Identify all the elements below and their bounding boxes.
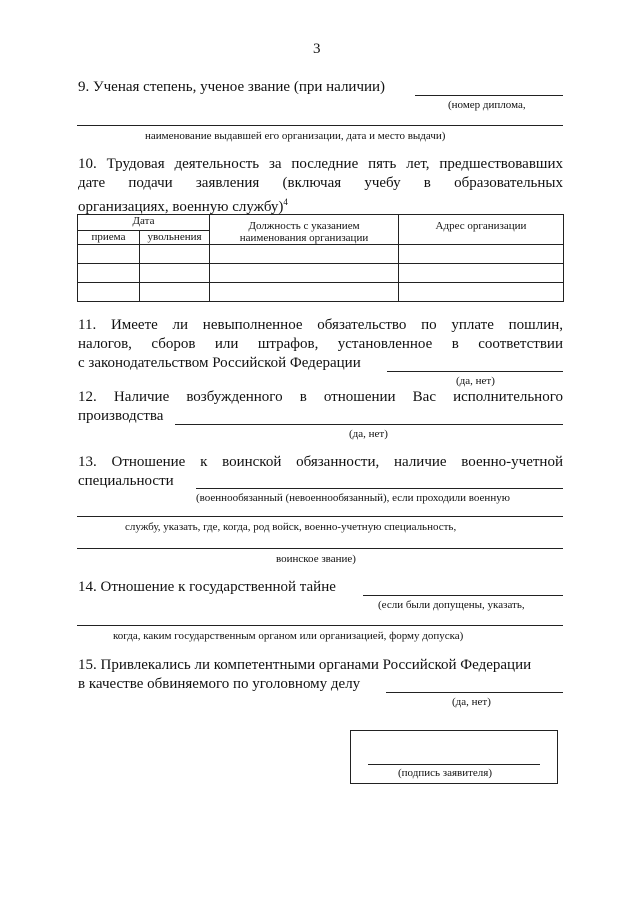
table-cell[interactable] xyxy=(140,264,210,283)
table-cell[interactable] xyxy=(210,245,399,264)
item9-label: 9. Ученая степень, ученое звание (при наличии) xyxy=(78,79,386,95)
page-number: 3 xyxy=(313,41,321,57)
item11-line3: с законодательством Российской Федерации xyxy=(78,355,361,371)
item13-line2: специальности xyxy=(78,473,174,489)
table-subheader-dismissal: увольнения xyxy=(140,231,210,245)
item15-line2: в качестве обвиняемого по уголовному делу xyxy=(78,676,361,692)
item13-line1: 13. Отношение к воинской обязанности, наличие военно-учетной xyxy=(78,454,563,470)
item12-line1: 12. Наличие возбужденного в отношении Вас исполнительного xyxy=(78,389,563,405)
item9-hint-organization: наименование выдавшей его организации, дата и место выдачи) xyxy=(145,130,446,142)
item11-hint: (да, нет) xyxy=(456,375,495,387)
signature-line[interactable] xyxy=(368,764,540,765)
item11-line1: 11. Имеете ли невыполненное обязательство по уплате пошлин, xyxy=(78,317,563,333)
table-header-position xyxy=(210,215,399,245)
item11-line2: налогов, сборов или штрафов, установленное в соответствии xyxy=(78,336,563,352)
table-row xyxy=(78,245,564,264)
item9-field-line[interactable] xyxy=(415,95,563,96)
table-cell[interactable] xyxy=(399,283,564,302)
table-header-position-line1: Должность с указанием xyxy=(248,220,360,232)
table-cell[interactable] xyxy=(78,264,140,283)
item13-hint-2: службу, указать, где, когда, род войск, военно-учетную специальность, xyxy=(125,521,457,533)
item12-line2: производства xyxy=(78,408,164,424)
table-cell[interactable] xyxy=(399,245,564,264)
item10-line3-text: организациях, военную службу) xyxy=(78,199,284,215)
item10-line2: дате подачи заявления (включая учебу в образовательных xyxy=(78,175,563,191)
item12-hint: (да, нет) xyxy=(349,428,388,440)
table-cell[interactable] xyxy=(78,283,140,302)
employment-table xyxy=(77,214,564,302)
item15-line1: 15. Привлекались ли компетентными органами Российской Федерации xyxy=(78,657,532,673)
item12-field-line[interactable] xyxy=(175,424,563,425)
table-row xyxy=(78,264,564,283)
item9-field-line-2[interactable] xyxy=(77,125,563,126)
table-cell[interactable] xyxy=(140,283,210,302)
table-cell[interactable] xyxy=(399,264,564,283)
table-cell[interactable] xyxy=(78,245,140,264)
item13-field-line-3[interactable] xyxy=(77,548,563,549)
item13-hint-3: воинское звание) xyxy=(276,553,356,565)
item15-hint: (да, нет) xyxy=(452,696,491,708)
signature-label: (подпись заявителя) xyxy=(398,767,493,779)
item14-field-line[interactable] xyxy=(363,595,563,596)
item14-label: 14. Отношение к государственной тайне xyxy=(78,579,336,595)
item14-hint-1: (если были допущены, указать, xyxy=(378,599,525,611)
footnote-marker: 4 xyxy=(283,197,288,207)
item14-hint-2: когда, каким государственным органом или организацией, форму допуска) xyxy=(113,630,464,642)
item13-hint-1: (военнообязанный (невоеннообязанный), если проходили военную xyxy=(196,492,510,504)
item13-field-line-2[interactable] xyxy=(77,516,563,517)
item14-field-line-2[interactable] xyxy=(77,625,563,626)
item13-field-line[interactable] xyxy=(196,488,563,489)
table-header-position-line2: наименования организации xyxy=(239,232,369,244)
table-cell[interactable] xyxy=(140,245,210,264)
item10-line1: 10. Трудовая деятельность за последние пять лет, предшествовавших xyxy=(78,156,563,172)
item9-hint-diploma: (номер диплома, xyxy=(448,99,526,111)
table-subheader-hire: приема xyxy=(78,231,140,245)
item15-field-line[interactable] xyxy=(386,692,563,693)
table-header-date: Дата xyxy=(78,215,210,231)
table-cell[interactable] xyxy=(210,264,399,283)
table-row xyxy=(78,283,564,302)
table-cell[interactable] xyxy=(210,283,399,302)
item11-field-line[interactable] xyxy=(387,371,563,372)
table-header-address: Адрес организации xyxy=(399,215,564,245)
